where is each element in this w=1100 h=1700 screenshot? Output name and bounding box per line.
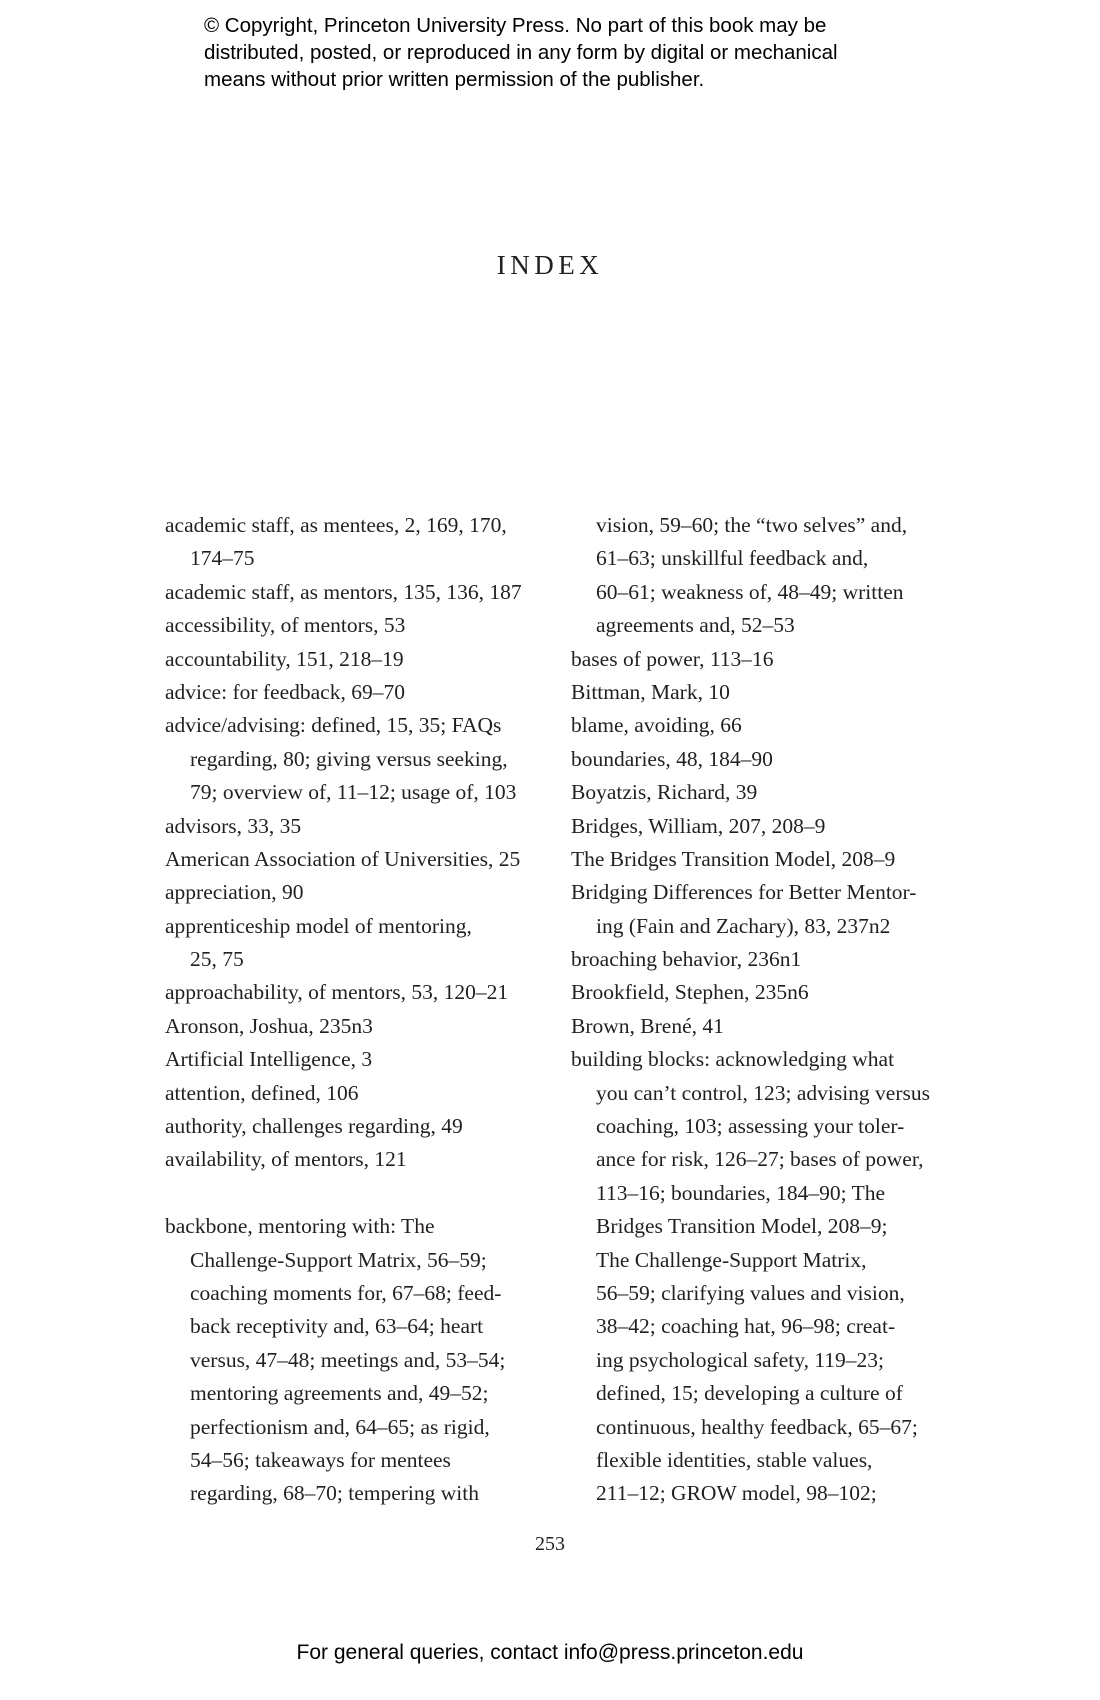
- index-entry: [571, 810, 941, 843]
- index-entry: [165, 976, 545, 1009]
- index-entry-line: regarding, 68–70; tempering with: [190, 1481, 479, 1506]
- index-entry-line: Artificial Intelligence, 3: [165, 1047, 373, 1072]
- index-entry: [165, 1010, 545, 1043]
- index-entry: [165, 576, 545, 609]
- index-entry: [165, 876, 545, 909]
- index-entry: [571, 743, 941, 776]
- index-entry: [571, 509, 941, 643]
- index-entry-line: appreciation, 90: [165, 880, 304, 905]
- index-entry-line: flexible identities, stable values,: [596, 1447, 873, 1472]
- index-column-right: [571, 509, 941, 1511]
- index-entry-line: American Association of Universities, 25: [165, 846, 521, 871]
- index-entry-line: Brookfield, Stephen, 235n6: [571, 980, 809, 1005]
- copyright-line: distributed, posted, or reproduced in any form by digital or mechanical: [204, 41, 838, 64]
- index-entry-line: perfectionism and, 64–65; as rigid,: [190, 1414, 490, 1439]
- index-entry-line: 25, 75: [190, 947, 244, 972]
- index-entry-line: Bridges, William, 207, 208–9: [571, 813, 826, 838]
- footer-contact: For general queries, contact info@press.princeton.edu: [296, 1641, 804, 1664]
- index-entry: [165, 709, 545, 809]
- index-entry-line: back receptivity and, 63–64; heart: [190, 1314, 484, 1339]
- index-entry-line: 54–56; takeaways for mentees: [190, 1447, 451, 1472]
- index-entry-line: ing (Fain and Zachary), 83, 237n2: [596, 913, 891, 938]
- index-entry-line: accessibility, of mentors, 53: [165, 613, 406, 638]
- index-entry-line: backbone, mentoring with: The: [165, 1214, 435, 1239]
- index-entry-line: you can’t control, 123; advising versus: [596, 1080, 930, 1105]
- index-entry: [165, 843, 545, 876]
- index-entry: [165, 810, 545, 843]
- index-entry: [571, 709, 941, 742]
- index-entry-line: The Bridges Transition Model, 208–9: [571, 846, 896, 871]
- index-entry-line: versus, 47–48; meetings and, 53–54;: [190, 1347, 506, 1372]
- index-entry: [571, 843, 941, 876]
- index-entry-line: Bridging Differences for Better Mentor-: [571, 880, 917, 905]
- index-entry-line: ing psychological safety, 119–23;: [596, 1347, 885, 1372]
- index-entry: [571, 776, 941, 809]
- index-entry: [165, 1110, 545, 1143]
- index-entry-line: blame, avoiding, 66: [571, 713, 742, 738]
- index-entry-line: approachability, of mentors, 53, 120–21: [165, 980, 509, 1005]
- index-entry-line: Bridges Transition Model, 208–9;: [596, 1214, 888, 1239]
- copyright-line: means without prior written permission of the publisher.: [204, 68, 705, 91]
- index-entry-line: ance for risk, 126–27; bases of power,: [596, 1147, 924, 1172]
- index-entry-line: availability, of mentors, 121: [165, 1147, 407, 1172]
- index-entry-line: Challenge-Support Matrix, 56–59;: [190, 1247, 487, 1272]
- index-entry: [165, 643, 545, 676]
- index-entry-line: accountability, 151, 218–19: [165, 646, 404, 671]
- index-entry-line: 38–42; coaching hat, 96–98; creat-: [596, 1314, 896, 1339]
- index-entry-line: academic staff, as mentors, 135, 136, 187: [165, 579, 522, 604]
- index-entry-line: coaching moments for, 67–68; feed-: [190, 1280, 502, 1305]
- copyright-notice: [204, 12, 964, 93]
- index-entry: [571, 643, 941, 676]
- index-entry-line: attention, defined, 106: [165, 1080, 359, 1105]
- index-entry-line: agreements and, 52–53: [596, 613, 795, 638]
- index-entry-line: coaching, 103; assessing your toler-: [596, 1114, 905, 1139]
- copyright-line: © Copyright, Princeton University Press. No part of this book may be: [204, 14, 827, 37]
- page-title: INDEX: [496, 250, 604, 280]
- index-entry-line: 174–75: [190, 546, 255, 571]
- index-entry-line: continuous, healthy feedback, 65–67;: [596, 1414, 918, 1439]
- index-entry-line: mentoring agreements and, 49–52;: [190, 1381, 489, 1406]
- index-entry-line: broaching behavior, 236n1: [571, 947, 802, 972]
- index-entry-line: apprenticeship model of mentoring,: [165, 913, 472, 938]
- index-entry-line: advisors, 33, 35: [165, 813, 302, 838]
- index-entry-line: Brown, Brené, 41: [571, 1013, 724, 1038]
- index-entry-line: Boyatzis, Richard, 39: [571, 780, 758, 805]
- index-entry: [165, 509, 545, 576]
- index-entry: [571, 876, 941, 943]
- index-entry-line: advice/advising: defined, 15, 35; FAQs: [165, 713, 502, 738]
- index-entry: [571, 1043, 941, 1510]
- index-entry-line: Bittman, Mark, 10: [571, 679, 730, 704]
- index-entry-line: vision, 59–60; the “two selves” and,: [596, 513, 908, 537]
- index-entry: [165, 1143, 545, 1176]
- index-entry-line: Aronson, Joshua, 235n3: [165, 1013, 373, 1038]
- index-entry-line: 56–59; clarifying values and vision,: [596, 1280, 905, 1305]
- index-entry: [571, 676, 941, 709]
- index-entry-line: 211–12; GROW model, 98–102;: [596, 1481, 877, 1506]
- index-entry-line: advice: for feedback, 69–70: [165, 679, 405, 704]
- index-entry: [571, 976, 941, 1009]
- page-number: 253: [535, 1533, 565, 1555]
- index-entry: [571, 1010, 941, 1043]
- index-entry-line: 61–63; unskillful feedback and,: [596, 546, 869, 571]
- index-entry: [165, 910, 545, 977]
- index-letter-gap: [165, 1177, 545, 1210]
- index-entry-line: building blocks: acknowledging what: [571, 1047, 895, 1072]
- index-entry-line: 79; overview of, 11–12; usage of, 103: [190, 780, 517, 805]
- index-entry-line: defined, 15; developing a culture of: [596, 1381, 903, 1406]
- index-entry: [165, 1043, 545, 1076]
- index-entry: [165, 1210, 545, 1511]
- index-entry: [165, 609, 545, 642]
- index-column-left: [165, 509, 545, 1511]
- index-entry: [165, 1077, 545, 1110]
- index-entry-line: academic staff, as mentees, 2, 169, 170,: [165, 513, 507, 537]
- index-entry-line: 60–61; weakness of, 48–49; written: [596, 579, 904, 604]
- index-entry-line: 113–16; boundaries, 184–90; The: [596, 1180, 886, 1205]
- index-entry: [571, 943, 941, 976]
- index-entry-line: regarding, 80; giving versus seeking,: [190, 746, 508, 771]
- index-entry-line: The Challenge-Support Matrix,: [596, 1247, 867, 1272]
- index-entry-line: boundaries, 48, 184–90: [571, 746, 773, 771]
- index-entry-line: authority, challenges regarding, 49: [165, 1114, 463, 1139]
- index-entry: [165, 676, 545, 709]
- index-entry-line: bases of power, 113–16: [571, 646, 774, 671]
